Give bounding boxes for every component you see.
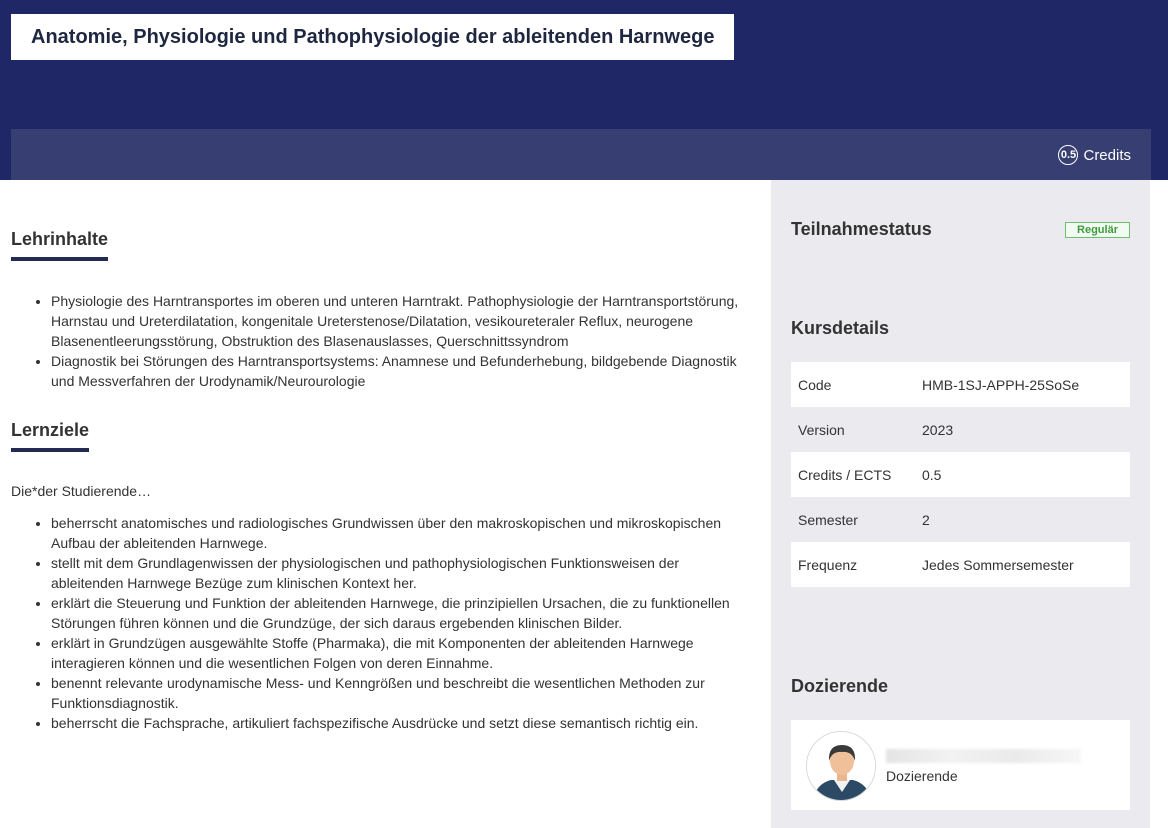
- detail-key: Credits / ECTS: [798, 466, 892, 483]
- page-title: Anatomie, Physiologie und Pathophysiologie der ableitenden Harnwege: [31, 25, 715, 48]
- credit-bar: [11, 129, 1151, 180]
- detail-value: 2: [922, 511, 930, 528]
- detail-key: Code: [798, 376, 832, 393]
- detail-key: Version: [798, 421, 845, 438]
- lehrinhalte-list: [11, 291, 751, 391]
- section-heading-lernziele: Lernziele: [11, 420, 89, 452]
- lecturers-heading: Dozierende: [791, 676, 889, 696]
- list-item: • benennt relevante urodynamische Mess- und Kenngrößen und beschreibt die wesentlichen Methoden zur Funktionsdiagnostik.: [51, 673, 751, 713]
- list-item: • Diagnostik bei Störungen des Harntransportsystems: Anamnese und Befunderhebung, bildgebende Diagnostik und Messverfahren der Urodynamik/Neurourologie: [51, 351, 751, 391]
- sidebar: [771, 180, 1150, 828]
- credits-label: Credits: [1083, 146, 1131, 164]
- details-heading: Kursdetails: [791, 318, 890, 338]
- detail-key: Semester: [798, 511, 858, 528]
- detail-value: Jedes Sommersemester: [922, 556, 1074, 573]
- list-item: • beherrscht anatomisches und radiologisches Grundwissen über den makroskopischen und mikroskopischen Aufbau der ableitenden Harnwege.: [51, 513, 751, 553]
- credits-badge: [1058, 145, 1131, 165]
- detail-value: 0.5: [922, 466, 942, 483]
- avatar[interactable]: [806, 731, 876, 801]
- table-row: [791, 497, 1130, 542]
- table-row: [791, 452, 1130, 497]
- table-row: [791, 542, 1130, 587]
- list-item: • beherrscht die Fachsprache, artikuliert fachspezifische Ausdrücke und setzt diese semantisch richtig ein.: [51, 713, 751, 733]
- section-heading-lehrinhalte: Lehrinhalte: [11, 229, 108, 261]
- table-row: [791, 362, 1130, 407]
- lernziele-intro: Die*der Studierende…: [11, 483, 152, 499]
- lernziele-list: [11, 513, 751, 733]
- list-item: • stellt mit dem Grundlagenwissen der physiologischen und pathophysiologischen Funktionsweisen der ableitenden Harnwege Bezüge zum klinischen Kontext her.: [51, 553, 751, 593]
- list-item: • erklärt die Steuerung und Funktion der ableitenden Harnwege, die prinzipiellen Ursachen, die zu funktionellen Störungen führen können und die Grundzüge, der sich daraus ergebenden klinischen Bilder.: [51, 593, 751, 633]
- detail-value: HMB-1SJ-APPH-25SoSe: [922, 376, 1080, 393]
- lecturer-card[interactable]: [791, 720, 1130, 810]
- course-title-box: [11, 14, 734, 60]
- details-table: [791, 362, 1130, 587]
- list-item: • Physiologie des Harntransportes im oberen und unteren Harntrakt. Pathophysiologie der Harntransportstörung, Harnstau und Ureterdilatation, kongenitale Ureterstenose/Dilatation, vesikoureteraler Reflux, neurogene Blasenentleerungsstörung, Obstruktion des Blasenauslasses, Querschnittssyndrom: [51, 291, 751, 351]
- course-banner: [0, 0, 1168, 180]
- detail-value: 2023: [922, 421, 954, 438]
- credits-value-icon: 0.5: [1058, 145, 1078, 165]
- lecturer-role: Dozierende: [886, 768, 958, 784]
- person-avatar-icon: [807, 732, 876, 801]
- detail-key: Frequenz: [798, 556, 858, 573]
- list-item: • erklärt in Grundzügen ausgewählte Stoffe (Pharmaka), die mit Komponenten der ableitenden Harnwege interagieren können und die wesentlichen Folgen von deren Einnahme.: [51, 633, 751, 673]
- lecturer-name-redacted: [886, 749, 1081, 763]
- status-heading: Teilnahmestatus: [791, 219, 932, 239]
- table-row: [791, 407, 1130, 452]
- status-badge: Regulär: [1065, 222, 1130, 238]
